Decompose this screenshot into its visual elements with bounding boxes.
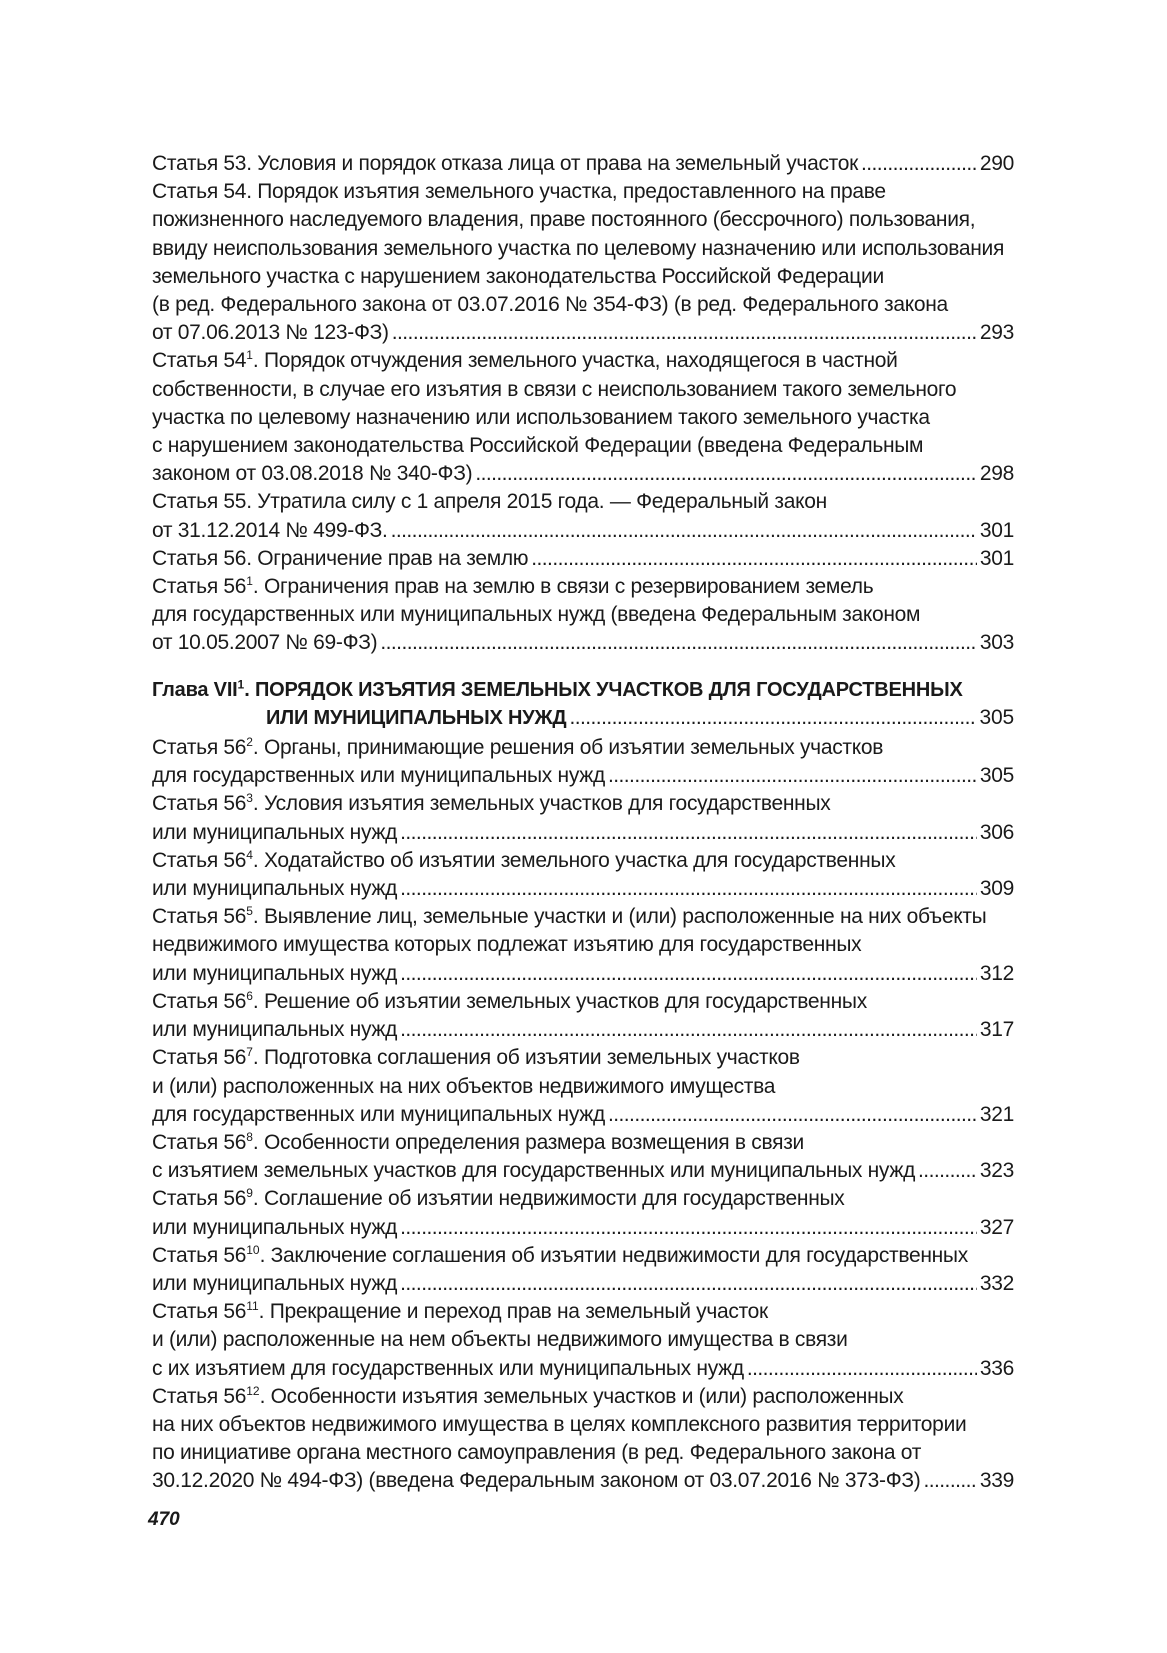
chapter-title-last-line (152, 704, 1014, 732)
page-ref: 323 (979, 1159, 1014, 1183)
toc-entry (152, 1044, 1014, 1129)
dot-leader (531, 545, 977, 573)
toc-entry-last-line (152, 629, 1014, 657)
toc-entry-line: и (или) расположенных на них объектов недвижимого имущества (152, 1074, 776, 1098)
dot-leader (400, 1214, 977, 1242)
toc-entry (152, 988, 1014, 1044)
toc-entry-text: для государственных или муниципальных нужд (152, 1102, 605, 1126)
toc-entry-last-line (152, 1157, 1014, 1185)
toc-entry-text: или муниципальных нужд (152, 1018, 398, 1042)
page-ref: 321 (979, 1102, 1014, 1126)
chapter-title-text: ИЛИ МУНИЦИПАЛЬНЫХ НУЖД (266, 706, 567, 729)
toc-entry (152, 347, 1014, 488)
toc-entry-last-line (152, 819, 1014, 847)
dot-leader (400, 1016, 977, 1044)
toc-entry-text: от 31.12.2014 № 499-ФЗ. (152, 518, 388, 542)
page-ref: 309 (979, 877, 1014, 901)
toc-entry-last-line (152, 545, 1014, 573)
toc-entry-text: Статья 56. Ограничение прав на землю (152, 546, 529, 570)
toc-entry (152, 1129, 1014, 1185)
dot-leader (608, 1101, 977, 1129)
page-ref: 317 (979, 1018, 1014, 1042)
toc-entry (152, 1383, 1014, 1496)
dot-leader (861, 150, 977, 178)
toc-section (152, 150, 1014, 658)
dot-leader (400, 960, 977, 988)
toc-entry (152, 1185, 1014, 1241)
dot-leader (400, 875, 977, 903)
table-of-contents (152, 150, 1014, 1496)
toc-entry-line: по инициативе органа местного самоуправления (в ред. Федерального закона от (152, 1441, 922, 1465)
toc-entry-last-line (152, 1467, 1014, 1495)
toc-entry-text: или муниципальных нужд (152, 820, 398, 844)
toc-entry-text: для государственных или муниципальных нужд (152, 764, 605, 788)
toc-entry (152, 150, 1014, 178)
toc-entry-last-line (152, 960, 1014, 988)
toc-entry-text: или муниципальных нужд (152, 877, 398, 901)
page-ref: 312 (979, 961, 1014, 985)
toc-entry-line: на них объектов недвижимого имущества в целях комплексного развития территории (152, 1412, 967, 1436)
toc-entry-last-line (152, 1016, 1014, 1044)
toc-entry-last-line (152, 319, 1014, 347)
dot-leader (400, 1270, 977, 1298)
toc-entry-last-line (152, 150, 1014, 178)
toc-entry-line: Статья $56^1$. Ограничения прав на землю в связи с резервированием земель (152, 574, 874, 599)
toc-entry-line: Статья $56^{10}$. Заключение соглашения об изъятии недвижимости для государственных (152, 1242, 968, 1267)
toc-entry-line: Статья $56^3$. Условия изъятия земельных участков для государственных (152, 791, 831, 816)
toc-entry-line: Статья $54^1$. Порядок отчуждения земельного участка, находящегося в частной (152, 348, 898, 373)
dot-leader (747, 1355, 977, 1383)
dot-leader (608, 762, 977, 790)
toc-entry-line: Статья $56^7$. Подготовка соглашения об изъятии земельных участков (152, 1045, 800, 1070)
dot-leader (400, 819, 977, 847)
toc-entry-line: и (или) расположенные на нем объекты недвижимого имущества в связи (152, 1328, 848, 1352)
toc-section (152, 734, 1014, 1495)
page-number: 470 (148, 1509, 180, 1530)
toc-entry-text: Статья 53. Условия и порядок отказа лица от права на земельный участок (152, 152, 858, 175)
page-ref: 305 (979, 764, 1014, 788)
toc-entry-last-line (152, 1214, 1014, 1242)
page-ref: 303 (979, 631, 1014, 655)
toc-entry-last-line (152, 1270, 1014, 1298)
dot-leader (380, 629, 976, 657)
dot-leader (392, 319, 977, 347)
dot-leader (923, 1467, 976, 1495)
toc-entry-line: недвижимого имущества которых подлежат изъятию для государственных (152, 933, 862, 957)
toc-entry-line: Статья $56^4$. Ходатайство об изъятии земельного участка для государственных (152, 847, 896, 872)
toc-entry-line: участка по целевому назначению или использованием такого земельного участка (152, 405, 930, 429)
toc-entry-text: с изъятием земельных участков для государственных или муниципальных нужд (152, 1159, 916, 1183)
toc-entry (152, 847, 1014, 903)
page-ref: 306 (979, 820, 1014, 844)
toc-entry-line: Статья $56^8$. Особенности определения размера возмещения в связи (152, 1129, 804, 1154)
toc-entry (152, 734, 1014, 790)
toc-entry-line: для государственных или муниципальных нужд (введена Федеральным законом (152, 603, 921, 627)
dot-leader (918, 1157, 977, 1185)
page-ref: 327 (979, 1215, 1014, 1239)
chapter-heading (152, 676, 1014, 732)
toc-entry-line: пожизненного наследуемого владения, праве постоянного (бессрочного) пользования, (152, 208, 976, 232)
toc-entry-text: от 10.05.2007 № 69-ФЗ) (152, 631, 378, 655)
page-ref: 332 (979, 1271, 1014, 1295)
page-ref: 305 (979, 705, 1014, 729)
page-ref: 336 (979, 1356, 1014, 1380)
toc-entry-text: или муниципальных нужд (152, 1215, 398, 1239)
toc-entry-last-line (152, 1355, 1014, 1383)
toc-entry-last-line (152, 460, 1014, 488)
dot-leader (391, 517, 977, 545)
page-ref: 301 (979, 546, 1014, 570)
toc-entry-line: ввиду неиспользования земельного участка по целевому назначению или использования (152, 236, 1005, 260)
toc-entry-last-line (152, 762, 1014, 790)
toc-entry (152, 1298, 1014, 1383)
toc-entry (152, 573, 1014, 658)
toc-entry-last-line (152, 1101, 1014, 1129)
toc-entry (152, 178, 1014, 347)
toc-entry-line: Статья 55. Утратила силу с 1 апреля 2015 года. — Федеральный закон (152, 490, 827, 514)
toc-entry (152, 488, 1014, 544)
toc-entry (152, 545, 1014, 573)
toc-entry-text: 30.12.2020 № 494-ФЗ) (введена Федеральным законом от 03.07.2016 № 373-ФЗ) (152, 1469, 921, 1493)
toc-entry-line: (в ред. Федерального закона от 03.07.2016 № 354-ФЗ) (в ред. Федерального закона (152, 293, 948, 317)
toc-entry-text: с их изъятием для государственных или муниципальных нужд (152, 1356, 744, 1380)
toc-entry-line: с нарушением законодательства Российской Федерации (введена Федеральным (152, 434, 924, 458)
page-ref: 298 (979, 462, 1014, 486)
toc-entry-text: законом от 03.08.2018 № 340-ФЗ) (152, 462, 473, 486)
toc-entry-line: Статья $56^5$. Выявление лиц, земельные участки и (или) расположенные на них объекты (152, 904, 987, 929)
toc-entry-last-line (152, 875, 1014, 903)
page-ref: 339 (979, 1469, 1014, 1493)
toc-entry-line: Статья 54. Порядок изъятия земельного участка, предоставленного на праве (152, 180, 886, 204)
toc-entry (152, 903, 1014, 988)
page-ref: 290 (979, 152, 1014, 175)
toc-entry-line: Статья $56^{12}$. Особенности изъятия земельных участков и (или) расположенных (152, 1383, 904, 1408)
dot-leader (569, 704, 976, 732)
toc-entry-line: собственности, в случае его изъятия в связи с неиспользованием такого земельного (152, 377, 957, 401)
toc-entry-line: Статья $56^9$. Соглашение об изъятии недвижимости для государственных (152, 1186, 845, 1211)
toc-entry-line: Статья $56^6$. Решение об изъятии земельных участков для государственных (152, 988, 867, 1013)
toc-entry (152, 1242, 1014, 1298)
toc-entry-line: Статья $56^{11}$. Прекращение и переход прав на земельный участок (152, 1299, 768, 1324)
toc-entry-last-line (152, 517, 1014, 545)
toc-entry-text: или муниципальных нужд (152, 1271, 398, 1295)
toc-entry-text: от 07.06.2013 № 123-ФЗ) (152, 321, 389, 345)
dot-leader (475, 460, 977, 488)
toc-entry-text: или муниципальных нужд (152, 961, 398, 985)
toc-entry-line: земельного участка с нарушением законодательства Российской Федерации (152, 264, 884, 288)
page-ref: 293 (979, 321, 1014, 345)
toc-entry-line: Статья $56^2$. Органы, принимающие решения об изъятии земельных участков (152, 735, 884, 760)
chapter-title-line: Глава VII$^1$. ПОРЯДОК ИЗЪЯТИЯ ЗЕМЕЛЬНЫХ УЧАСТКОВ ДЛЯ ГОСУДАРСТВЕННЫХ (152, 677, 963, 701)
toc-entry (152, 790, 1014, 846)
page-ref: 301 (979, 518, 1014, 542)
